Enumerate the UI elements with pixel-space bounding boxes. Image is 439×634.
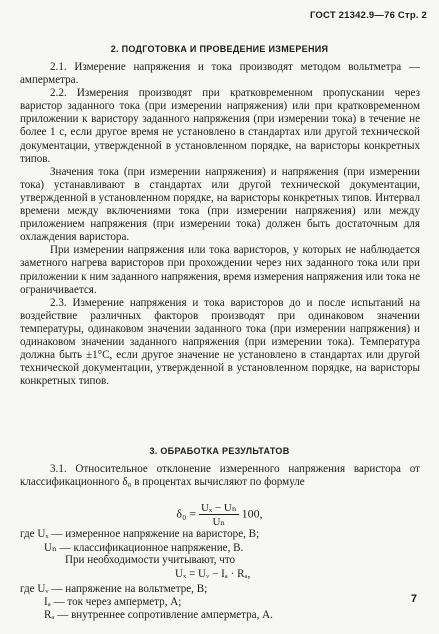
deviation-formula — [0, 501, 439, 528]
section-2-heading: 2. ПОДГОТОВКА И ПРОВЕДЕНИЕ ИЗМЕРЕНИЯ — [110, 44, 329, 54]
formula-numerator: Uₓ − Uₙ — [201, 502, 237, 514]
formula-fraction — [199, 501, 239, 528]
where-classification-voltage: Uₙ — классификационное напряжение, В. — [44, 542, 244, 554]
formula-denominator: Uₙ — [212, 516, 226, 528]
section-3-intro — [20, 463, 420, 489]
formula-lhs: δ₀ = — [176, 506, 197, 521]
paragraph-2-1: 2.1. Измерение напряжения и тока производят методом вольтметра — амперметра. — [20, 61, 420, 87]
paragraph-2-2: 2.2. Измерения производят при кратковременном пропускании через варистор заданного тока (при измерении напряжения) или при кратковременном приложении к варистору заданного напряжения (при измерении тока) в течение не более 1 с, если другое время не установлено в стандартах или другой технической документации, утвержденной в установленном порядке, на варисторы конкретных типов. — [20, 87, 420, 165]
section-2-body — [20, 61, 420, 388]
note-line: При необходимости учитывают, что — [65, 554, 236, 566]
page-header: ГОСТ 21342.9—76 Стр. 2 — [309, 10, 427, 21]
paragraph-2-2-heating: При измерении напряжения или тока варисторов, у которых не наблюдается заметного нагрева варисторов при прохождении через них заданного тока или при приложении к ним заданного напряжения, время измерения напряжения или тока не ограничивается. — [20, 244, 420, 296]
page-number: 7 — [410, 593, 417, 605]
paragraph-2-2-values: Значения тока (при измерении напряжения) и напряжения (при измерении тока) устанавливают в стандартах или другой технической документации, утвержденной в установленном порядке, на варисторы конкретных типов. Интервал времени между включениями тока (при измерении напряжения) или между приложением напряжения (при измерении тока) должен быть достаточным для охлаждения варистора. — [20, 165, 420, 244]
paragraph-3-1: 3.1. Относительное отклонение измеренного напряжения варистора от классификационного δ₀ в процентах вычисляют по формуле — [20, 463, 420, 489]
paragraph-2-3: 2.3. Измерение напряжения и тока варисторов до и после испытаний на воздействие различных факторов производят при одинаковом значении температуры, одинаковом значении заданного тока (при измерении напряжения) и одинаковом значении заданного напряжения (при измерении тока). Температура должна быть ±1°С, если другое значение не установлено в стандартах или другой технической документации, утвержденной в установленном порядке, на варисторы конкретных типов. — [20, 296, 420, 388]
where-measured-voltage: где Uₓ — измеренное напряжение на варисторе, В; — [20, 528, 260, 540]
formula-rhs: 100, — [241, 506, 263, 521]
section-3-heading: 3. ОБРАБОТКА РЕЗУЛЬТАТОВ — [149, 446, 290, 456]
voltmeter-formula: Uₓ = Uᵥ − Iₐ · Rₐ, — [175, 568, 251, 580]
where-voltmeter-voltage: где Uᵥ — напряжение на вольтметре, В; — [20, 583, 208, 595]
where-ammeter-resistance: Rₐ — внутреннее сопротивление амперметра, А. — [44, 609, 273, 621]
where-ammeter-current: Iₐ — ток через амперметр, А; — [44, 596, 182, 608]
